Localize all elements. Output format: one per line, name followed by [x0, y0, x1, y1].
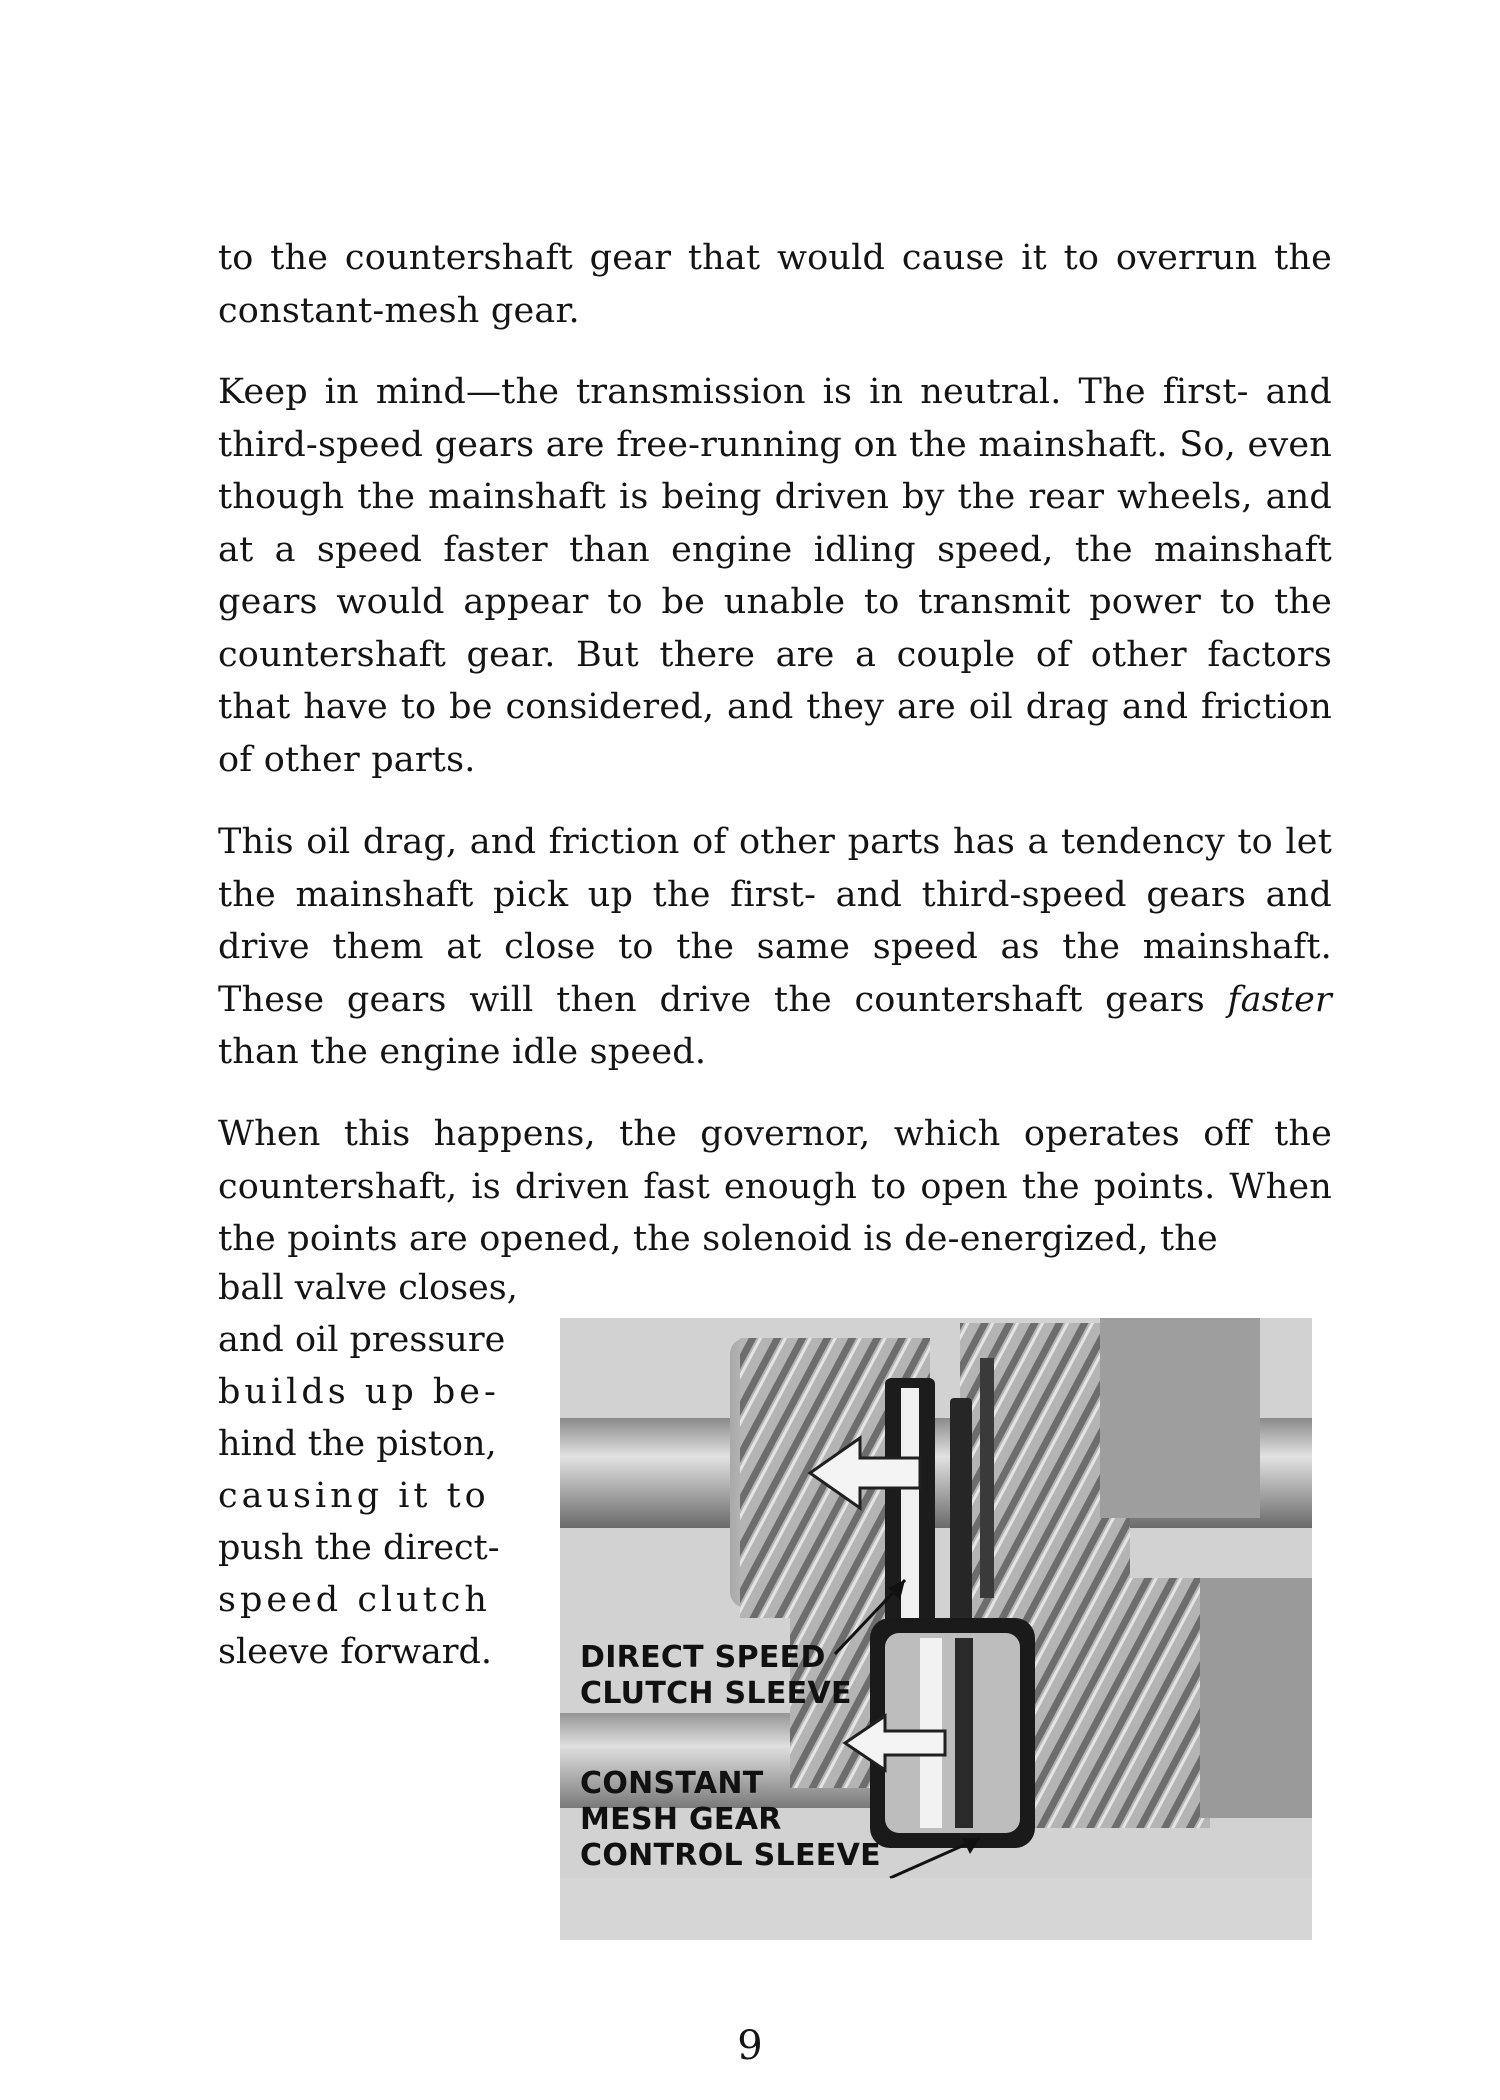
- body-paragraph-1: to the countershaft gear that would cause it to overrun the constant-mesh gear.: [218, 238, 1332, 331]
- wrap-line-5: causing it to: [218, 1476, 490, 1516]
- body-paragraph-4: When this happens, the governor, which operates off the countershaft, is driven fast enough to open the points. When the points are opened, the solenoid is de-energized, the: [218, 1114, 1332, 1259]
- wrap-line-8: sleeve forward.: [218, 1632, 493, 1672]
- wrap-line-4: hind the piston,: [218, 1424, 497, 1464]
- wrap-line-7: speed clutch: [218, 1580, 491, 1620]
- direct-speed-clutch-sleeve-label: DIRECT SPEED CLUTCH SLEEVE: [580, 1640, 852, 1711]
- body-paragraph-2: Keep in mind—the transmission is in neutral. The first- and third-speed gears are free-running on the mainshaft. So, even though the mainshaft is being driven by the rear wheels, and at a speed faster than engine idling speed, the mainshaft gears would appear to be unable to transmit power to the countershaft gear. But there are a couple of other factors that have to be considered, and they are oil drag and friction of other parts.: [218, 372, 1332, 780]
- paragraph-3-text-start: This oil drag, and friction of other parts has a tendency to let the mainshaft pick up the first- and third-speed gears and drive them at close to the same speed as the mainshaft. These gears will then drive the countershaft gears: [218, 822, 1332, 1020]
- wrap-line-3: builds up be-: [218, 1372, 500, 1412]
- wrap-line-1: ball valve closes,: [218, 1268, 518, 1308]
- wrap-line-6: push the direct-: [218, 1528, 500, 1568]
- wrap-line-2: and oil pressure: [218, 1320, 506, 1360]
- body-paragraph-3: [218, 816, 1332, 1079]
- constant-mesh-gear-control-sleeve-label: CONSTANT MESH GEAR CONTROL SLEEVE: [580, 1766, 881, 1873]
- paragraph-3-text-end: than the engine idle speed.: [218, 1032, 707, 1072]
- page-number: 9: [737, 2023, 763, 2069]
- transmission-photo: [560, 1318, 1312, 1940]
- emphasis-faster: faster: [1227, 979, 1332, 1020]
